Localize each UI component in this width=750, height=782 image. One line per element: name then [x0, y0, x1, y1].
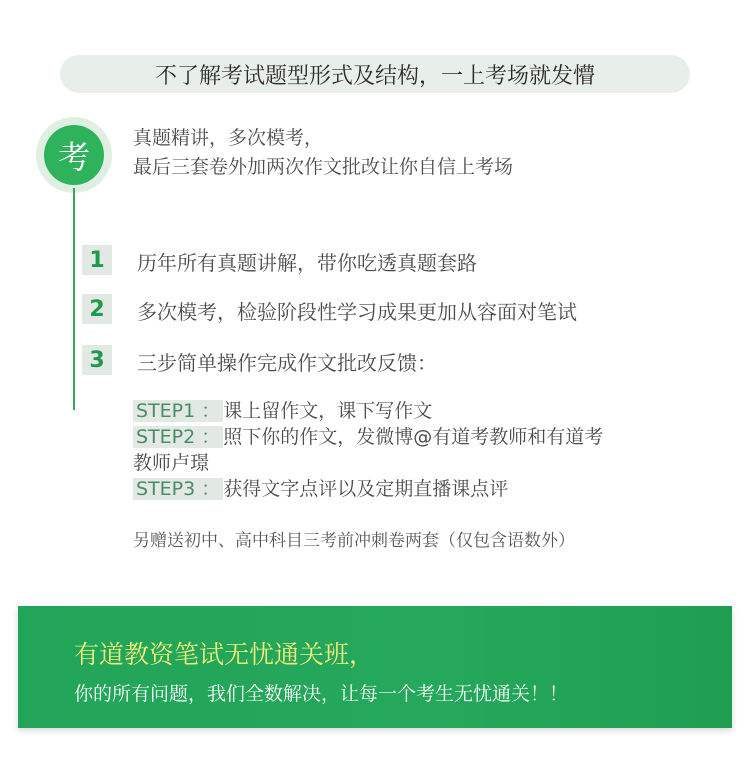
step-row-3	[133, 474, 508, 501]
step-row-1	[133, 396, 432, 423]
item-text-2: 多次模考，检验阶段性学习成果更加从容面对笔试	[137, 300, 577, 324]
step-text-1: 课上留作文，课下写作文	[223, 400, 433, 422]
header-title: 不了解考试题型形式及结构，一上考场就发懵	[154, 63, 595, 89]
step-text-2: 照下你的作文，发微博@有道考教师和有道考	[223, 426, 604, 448]
step-row-2	[133, 422, 603, 449]
item-number-1: 1	[82, 245, 112, 275]
badge-char: 考	[57, 138, 90, 176]
step-tag-3: STEP3 ：	[133, 478, 223, 500]
step-text-3: 获得文字点评以及定期直播课点评	[223, 478, 509, 500]
item-number-3: 3	[82, 345, 112, 375]
intro-line-2: 最后三套卷外加两次作文批改让你自信上考场	[133, 156, 514, 178]
banner-subtitle: 你的所有问题，我们全数解决，让每一个考生无忧通关！！	[74, 683, 569, 705]
step-row-2-cont: 教师卢璟	[133, 452, 210, 474]
intro-line-1: 真题精讲，多次模考，	[133, 127, 324, 149]
banner-title: 有道教资笔试无忧通关班，	[74, 640, 375, 669]
promo-banner	[18, 606, 732, 728]
exam-badge	[44, 125, 104, 185]
bonus-note: 另赠送初中、高中科目三考前冲刺卷两套（仅包含语数外）	[133, 531, 575, 551]
timeline-line	[73, 188, 75, 410]
item-text-3: 三步简单操作完成作文批改反馈：	[137, 351, 437, 375]
item-number-2: 2	[82, 294, 112, 324]
step-tag-2: STEP2 ：	[133, 426, 223, 448]
item-text-1: 历年所有真题讲解，带你吃透真题套路	[137, 251, 477, 275]
header-pill	[60, 55, 690, 93]
step-tag-1: STEP1 ：	[133, 400, 223, 422]
